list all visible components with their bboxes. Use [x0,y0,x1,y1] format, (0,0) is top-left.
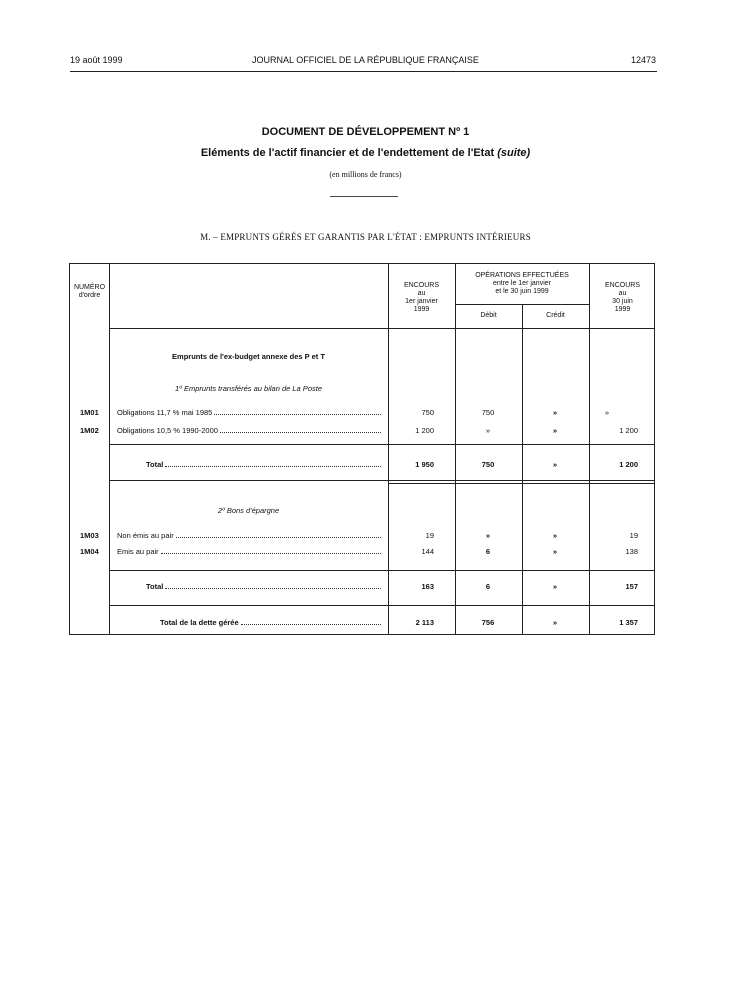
header-operations [455,272,589,296]
header-encours-end-line3: 30 juin [612,298,633,305]
total-credit: » [552,582,558,591]
row-divider-total2-top [109,570,655,571]
header-encours-start-line3: 1er janvier [405,298,438,305]
header-encours-end-line1: ENCOURS [604,282,640,289]
row-label [117,547,381,556]
debt-table [69,263,655,635]
separator-rule [330,196,398,197]
total-encours-start: 163 [421,582,434,591]
cell-credit: » [552,531,558,540]
row-divider-total1-double [388,483,655,484]
row-divider-total1-bottom [109,480,655,481]
col-divider-numero [109,264,110,634]
header-credit: Crédit [546,312,565,319]
grand-total-debit: 756 [481,618,495,627]
col-divider-credit [589,264,590,634]
header-encours-start-line4: 1999 [413,306,430,313]
cell-debit: 6 [485,547,491,556]
row-label-text: Non émis au pair [117,531,174,540]
row-divider-operations [455,304,589,305]
row-label-text: Emis au pair [117,547,159,556]
cell-credit: » [552,547,558,556]
header-encours-end-line4: 1999 [614,306,631,313]
leader-dots [214,414,381,415]
cell-encours-start: 750 [421,408,434,417]
cell-encours-start: 19 [425,531,434,540]
row-label [117,408,381,417]
leader-dots [220,432,381,433]
header-encours-end [589,282,656,314]
row-divider-total2-bottom [109,605,655,606]
header-encours-start [388,282,455,314]
header-numero-line1: NUMÉRO [73,284,106,291]
col-divider-label [388,264,389,634]
group1-title: 1º Emprunts transférés au bilan de La Poste [175,384,322,393]
cell-credit: » [552,408,558,417]
total-label-text: Total [146,460,164,469]
leader-dots [165,466,381,467]
cell-encours-end: 19 [629,531,638,540]
total-label [146,582,381,591]
leader-dots [176,537,381,538]
row-label-text: Obligations 10,5 % 1990-2000 [117,426,218,435]
row-label-text: Obligations 11,7 % mai 1985 [117,408,213,417]
document-title: DOCUMENT DE DÉVELOPPEMENT Nº 1 [261,126,470,138]
header-journal-title: JOURNAL OFFICIEL DE LA RÉPUBLIQUE FRANÇAISE [252,55,479,65]
cell-encours-end: 1 200 [619,426,638,435]
header-debit: Débit [480,312,497,319]
row-code: 1M03 [80,531,99,540]
row-code: 1M02 [80,426,99,435]
total-credit: » [552,460,558,469]
row-divider-total1-top [109,444,655,445]
header-operations-line3: et le 30 juin 1999 [495,288,549,295]
row-label [117,426,381,435]
header-page-number: 12473 [630,55,656,65]
total-encours-end: 1 200 [619,460,638,469]
total-label [146,460,381,469]
header-operations-line2: entre le 1er janvier [493,280,551,287]
document-subtitle [0,147,731,159]
total-debit: 750 [481,460,495,469]
heading-ex-budget: Emprunts de l'ex-budget annexe des P et T [172,352,325,361]
header-numero-line2: d'ordre [78,292,101,299]
row-code: 1M01 [80,408,99,417]
header-rule [70,71,657,72]
cell-encours-start: 144 [421,547,434,556]
header-date: 19 août 1999 [70,55,123,65]
row-divider-header [109,328,655,329]
header-encours-start-line1: ENCOURS [403,282,439,289]
header-encours-end-line2: au [618,290,627,297]
document-subtitle-suffix: (suite) [497,147,531,159]
leader-dots [241,624,381,625]
grand-total-label-text: Total de la dette gérée [160,618,239,627]
cell-debit: » [485,531,491,540]
cell-debit: 750 [481,408,495,417]
cell-debit: » [485,426,491,435]
header-encours-start-line2: au [417,290,426,297]
row-code: 1M04 [80,547,99,556]
header-numero [70,284,109,300]
section-title: M. – EMPRUNTS GÉRÉS ET GARANTIS PAR L'ÉTAT : EMPRUNTS INTÉRIEURS [200,232,531,242]
grand-total-encours-end: 1 357 [619,618,638,627]
total-encours-end: 157 [625,582,638,591]
total-debit: 6 [485,582,491,591]
cell-encours-end: 138 [625,547,638,556]
units-note: (en millions de francs) [329,170,402,179]
cell-encours-end: » [604,408,610,417]
total-label-text: Total [146,582,164,591]
grand-total-encours-start: 2 113 [415,618,434,627]
leader-dots [161,553,381,554]
cell-encours-start: 1 200 [415,426,434,435]
row-label [117,531,381,540]
total-encours-start: 1 950 [415,460,434,469]
header-operations-line1: OPÉRATIONS EFFECTUÉES [475,272,569,279]
cell-credit: » [552,426,558,435]
leader-dots [165,588,381,589]
grand-total-label [160,618,381,627]
group2-title: 2º Bons d'épargne [217,506,280,515]
document-subtitle-main: Eléments de l'actif financier et de l'endettement de l'Etat [200,147,495,159]
grand-total-credit: » [552,618,558,627]
